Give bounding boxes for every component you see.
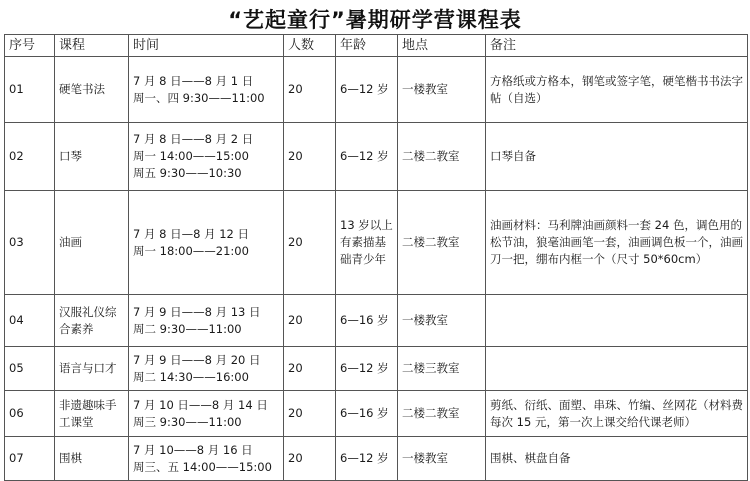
note-text: 油画材料：马利牌油画颜料一套 24 色，调色用的松节油，狼毫油画笔一套，油画调色板一个，油画刀一把，绷布内框一个（尺寸 50*60cm） xyxy=(490,218,743,266)
table-row xyxy=(5,391,748,437)
time-line: 周三 9:30——11:00 xyxy=(133,414,242,429)
cell-location: 一楼教室 xyxy=(398,437,486,481)
cell-course xyxy=(55,391,129,437)
table-row xyxy=(5,123,748,191)
cell-index: 02 xyxy=(5,123,55,191)
header-age: 年龄 xyxy=(336,35,398,57)
cell-index: 01 xyxy=(5,57,55,123)
cell-course xyxy=(55,347,129,391)
cell-count: 20 xyxy=(284,123,336,191)
course-name: 油画 xyxy=(59,235,82,249)
age-text: 6—16 岁 xyxy=(340,313,389,327)
cell-count: 20 xyxy=(284,347,336,391)
cell-age xyxy=(336,347,398,391)
cell-count: 20 xyxy=(284,191,336,295)
cell-note xyxy=(486,437,748,481)
cell-age xyxy=(336,391,398,437)
course-name: 非遗趣味手工课堂 xyxy=(59,397,117,429)
age-text: 6—12 岁 xyxy=(340,451,389,465)
cell-age xyxy=(336,437,398,481)
cell-index: 07 xyxy=(5,437,55,481)
time-line: 7 月 9 日——8 月 13 日 xyxy=(133,304,261,319)
time-line: 7 月 8 日——8 月 2 日 xyxy=(133,132,254,146)
course-name: 口琴 xyxy=(59,149,82,163)
cell-course xyxy=(55,191,129,295)
cell-note xyxy=(486,191,748,295)
cell-index: 05 xyxy=(5,347,55,391)
cell-time xyxy=(129,123,284,191)
cell-count: 20 xyxy=(284,57,336,123)
cell-time xyxy=(129,295,284,347)
cell-course xyxy=(55,437,129,481)
table-header-row xyxy=(5,35,748,57)
cell-count: 20 xyxy=(284,437,336,481)
header-course: 课程 xyxy=(55,35,129,57)
header-location: 地点 xyxy=(398,35,486,57)
cell-course xyxy=(55,295,129,347)
time-line: 周二 9:30——11:00 xyxy=(133,321,242,336)
time-line: 7 月 10 日——8 月 14 日 xyxy=(133,397,268,412)
cell-course xyxy=(55,123,129,191)
table-row xyxy=(5,437,748,481)
header-time: 时间 xyxy=(129,35,284,57)
course-name: 围棋 xyxy=(59,451,82,465)
cell-time xyxy=(129,347,284,391)
header-count: 人数 xyxy=(284,35,336,57)
time-line: 周一 14:00——15:00 xyxy=(133,149,249,163)
cell-age xyxy=(336,123,398,191)
cell-note xyxy=(486,123,748,191)
cell-note xyxy=(486,295,748,347)
time-line: 周五 9:30——10:30 xyxy=(133,166,242,180)
cell-note xyxy=(486,57,748,123)
header-note: 备注 xyxy=(486,35,748,57)
time-line: 周三、五 14:00——15:00 xyxy=(133,459,272,474)
cell-time xyxy=(129,391,284,437)
cell-location: 二楼二教室 xyxy=(398,191,486,295)
age-text: 6—12 岁 xyxy=(340,361,389,375)
age-text: 6—12 岁 xyxy=(340,82,389,96)
age-text: 6—12 岁 xyxy=(340,149,389,163)
page-title: “艺起童行”暑期研学营课程表 xyxy=(228,8,522,32)
age-text: 13 岁以上有素描基础青少年 xyxy=(340,218,393,266)
cell-time xyxy=(129,57,284,123)
note-text: 围棋、棋盘自备 xyxy=(490,451,571,465)
cell-note xyxy=(486,347,748,391)
course-schedule-table xyxy=(4,34,748,481)
age-text: 6—16 岁 xyxy=(340,406,389,420)
time-line: 周一、四 9:30——11:00 xyxy=(133,90,265,105)
cell-time xyxy=(129,437,284,481)
note-text: 方格纸或方格本，钢笔或签字笔，硬笔楷书书法字帖（自选） xyxy=(490,73,743,105)
header-index: 序号 xyxy=(5,35,55,57)
cell-index: 03 xyxy=(5,191,55,295)
cell-count: 20 xyxy=(284,295,336,347)
table-row xyxy=(5,295,748,347)
cell-age xyxy=(336,295,398,347)
cell-course xyxy=(55,57,129,123)
course-name: 硬笔书法 xyxy=(59,82,105,96)
note-text: 口琴自备 xyxy=(490,149,536,163)
time-line: 7 月 8 日——8 月 1 日 xyxy=(133,73,254,88)
time-line: 7 月 9 日——8 月 20 日 xyxy=(133,352,261,367)
table-row xyxy=(5,347,748,391)
cell-location: 二楼三教室 xyxy=(398,347,486,391)
cell-age xyxy=(336,57,398,123)
time-line: 周一 18:00——21:00 xyxy=(133,243,249,258)
cell-index: 06 xyxy=(5,391,55,437)
cell-count: 20 xyxy=(284,391,336,437)
cell-location: 二楼二教室 xyxy=(398,123,486,191)
time-line: 周二 14:30——16:00 xyxy=(133,369,249,384)
cell-location: 一楼教室 xyxy=(398,295,486,347)
cell-location: 二楼二教室 xyxy=(398,391,486,437)
note-text: 剪纸、衍纸、面塑、串珠、竹编、丝网花（材料费每次 15 元，第一次上课交给代课老师） xyxy=(490,397,743,429)
table-row xyxy=(5,57,748,123)
cell-note xyxy=(486,391,748,437)
cell-age xyxy=(336,191,398,295)
cell-time xyxy=(129,191,284,295)
cell-index: 04 xyxy=(5,295,55,347)
time-line: 7 月 10——8 月 16 日 xyxy=(133,442,253,457)
time-line: 7 月 8 日—8 月 12 日 xyxy=(133,226,250,241)
course-name: 汉服礼仪综合素养 xyxy=(59,304,117,336)
course-name: 语言与口才 xyxy=(59,361,117,375)
cell-location: 一楼教室 xyxy=(398,57,486,123)
table-row xyxy=(5,191,748,295)
